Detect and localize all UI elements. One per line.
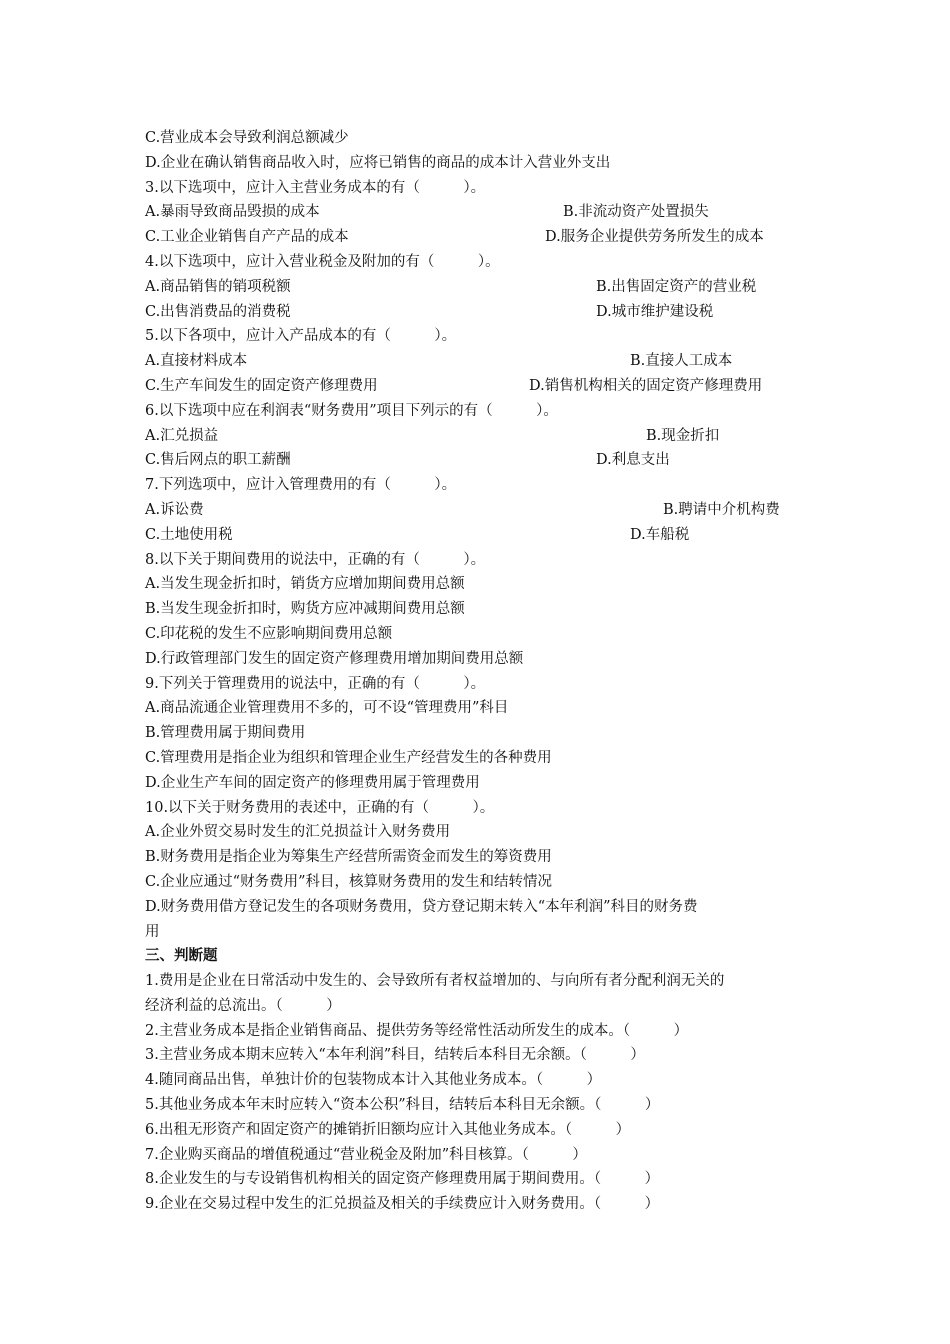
option-right: D.利息支出 [596, 452, 670, 469]
statement-line: 5.其他业务成本年末时应转入“资本公积”科目，结转后本科目无余额。（ ） [145, 1097, 660, 1114]
option-line: C.营业成本会导致利润总额减少 [145, 130, 349, 146]
question-line: 7.下列选项中，应计入管理费用的有（ ）。 [145, 477, 457, 494]
document-body [145, 126, 825, 1217]
option-pair [145, 448, 825, 473]
option-pair [145, 200, 825, 225]
option-line: C.管理费用是指企业为组织和管理企业生产经营发生的各种费用 [145, 749, 552, 766]
option-right: B.非流动资产处置损失 [563, 204, 709, 221]
option-left: C.土地使用税 [145, 526, 233, 543]
option-right: D.服务企业提供劳务所发生的成本 [545, 229, 764, 246]
option-left: C.售后网点的职工薪酬 [145, 452, 291, 469]
statement-line-continuation: 经济利益的总流出。（ ） [145, 997, 341, 1014]
option-right: B.聘请中介机构费 [663, 501, 780, 518]
statement-line: 2.主营业务成本是指企业销售商品、提供劳务等经常性活动所发生的成本。（ ） [145, 1022, 689, 1039]
option-pair [145, 374, 825, 399]
option-line: A.当发生现金折扣时，销货方应增加期间费用总额 [145, 576, 465, 593]
option-left: A.商品销售的销项税额 [145, 278, 291, 295]
option-left: C.工业企业销售自产产品的成本 [145, 229, 349, 246]
option-line: D.企业在确认销售商品收入时，应将已销售的商品的成本计入营业外支出 [145, 154, 611, 171]
option-line: D.行政管理部门发生的固定资产修理费用增加期间费用总额 [145, 650, 524, 667]
option-line: D.企业生产车间的固定资产的修理费用属于管理费用 [145, 774, 480, 791]
option-left: C.出售消费品的消费税 [145, 303, 291, 320]
option-line-continuation: 用 [145, 923, 160, 940]
question-line: 8.以下关于期间费用的说法中，正确的有（ ）。 [145, 551, 486, 568]
statement-line: 6.出租无形资产和固定资产的摊销折旧额均应计入其他业务成本。（ ） [145, 1121, 631, 1138]
option-right: D.城市维护建设税 [596, 303, 714, 320]
option-line: B.财务费用是指企业为筹集生产经营所需资金而发生的筹资费用 [145, 849, 552, 866]
option-pair [145, 498, 825, 523]
option-left: A.直接材料成本 [145, 353, 248, 370]
question-line: 5.以下各项中，应计入产品成本的有（ ）。 [145, 328, 457, 345]
option-right: D.销售机构相关的固定资产修理费用 [529, 377, 763, 394]
option-pair [145, 225, 825, 250]
statement-line: 7.企业购买商品的增值税通过“营业税金及附加”科目核算。（ ） [145, 1146, 587, 1163]
option-left: A.诉讼费 [145, 501, 204, 518]
statement-line: 4.随同商品出售，单独计价的包装物成本计入其他业务成本。（ ） [145, 1072, 602, 1089]
section-title: 三、判断题 [145, 947, 218, 965]
option-pair [145, 424, 825, 449]
option-line: A.商品流通企业管理费用不多的，可不设“管理费用”科目 [145, 700, 509, 717]
statement-line: 1.费用是企业在日常活动中发生的、会导致所有者权益增加的、与向所有者分配利润无关的 [145, 973, 725, 990]
option-line: A.企业外贸交易时发生的汇兑损益计入财务费用 [145, 824, 451, 841]
statement-line: 8.企业发生的与专设销售机构相关的固定资产修理费用属于期间费用。（ ） [145, 1171, 660, 1188]
question-line: 9.下列关于管理费用的说法中，正确的有（ ）。 [145, 675, 486, 692]
option-line: B.当发生现金折扣时，购货方应冲减期间费用总额 [145, 601, 465, 618]
statement-line: 3.主营业务成本期末应转入“本年利润”科目，结转后本科目无余额。（ ） [145, 1047, 645, 1064]
option-right: D.车船税 [630, 526, 690, 543]
option-line: D.财务费用借方登记发生的各项财务费用，贷方登记期末转入“本年利润”科目的财务费 [145, 898, 698, 915]
statement-line: 9.企业在交易过程中发生的汇兑损益及相关的手续费应计入财务费用。（ ） [145, 1196, 660, 1213]
option-pair [145, 523, 825, 548]
option-pair [145, 349, 825, 374]
option-left: A.暴雨导致商品毁损的成本 [145, 204, 320, 221]
option-line: B.管理费用属于期间费用 [145, 725, 306, 742]
question-line: 4.以下选项中，应计入营业税金及附加的有（ ）。 [145, 253, 500, 270]
question-line: 10.以下关于财务费用的表述中，正确的有（ ）。 [145, 799, 495, 816]
option-line: C.印花税的发生不应影响期间费用总额 [145, 625, 393, 642]
option-right: B.直接人工成本 [630, 353, 733, 370]
option-line: C.企业应通过“财务费用”科目，核算财务费用的发生和结转情况 [145, 873, 553, 890]
option-right: B.出售固定资产的营业税 [596, 278, 757, 295]
question-line: 6.以下选项中应在利润表“财务费用”项目下列示的有（ ）。 [145, 402, 558, 419]
option-pair [145, 275, 825, 300]
option-left: A.汇兑损益 [145, 427, 219, 444]
option-right: B.现金折扣 [646, 427, 720, 444]
question-line: 3.以下选项中，应计入主营业务成本的有（ ）。 [145, 179, 486, 196]
option-pair [145, 300, 825, 325]
option-left: C.生产车间发生的固定资产修理费用 [145, 377, 378, 394]
